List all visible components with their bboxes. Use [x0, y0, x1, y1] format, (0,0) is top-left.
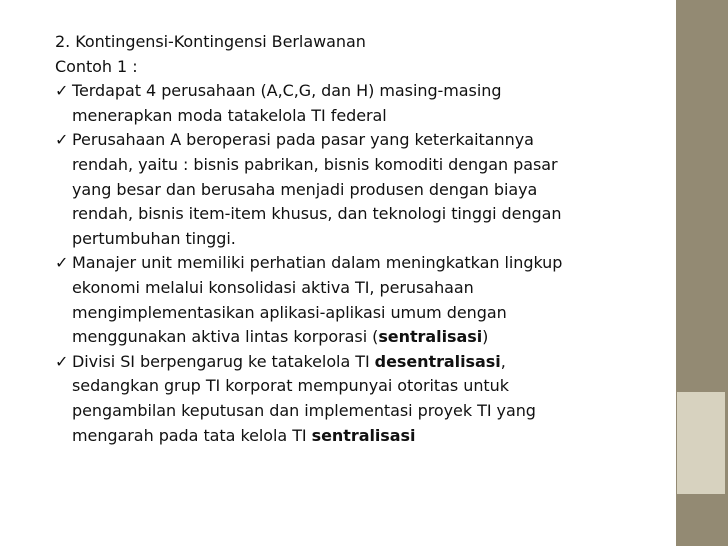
checkmark-icon: ✓ [55, 130, 69, 150]
emphasis-term: sentralisasi [311, 425, 416, 445]
item-text-segment: Divisi SI berpengarug ke tatakelola TI [72, 351, 375, 371]
list-item [55, 128, 665, 251]
item-text-line [72, 424, 665, 449]
item-text-line: Manajer unit memiliki perhatian dalam meningkatkan lingkup [72, 253, 563, 273]
checkmark-icon: ✓ [55, 81, 69, 101]
emphasis-term: sentralisasi [378, 327, 483, 347]
item-text-line: rendah, yaitu : bisnis pabrikan, bisnis komoditi dengan pasar [72, 154, 558, 174]
item-text-line: rendah, bisnis item-item khusus, dan teknologi tinggi dengan [72, 204, 562, 224]
checkmark-icon: ✓ [55, 253, 69, 273]
item-text-line: Perusahaan A beroperasi pada pasar yang keterkaitannya [72, 130, 534, 150]
item-text-line: mengimplementasikan aplikasi-aplikasi umum dengan [72, 302, 507, 322]
emphasis-term: desentralisasi [374, 351, 501, 371]
section-heading: 2. Kontingensi-Kontingensi Berlawanan [55, 32, 366, 51]
item-text-segment: mengarah pada tata kelola TI [72, 425, 312, 445]
slide-content [55, 30, 665, 448]
item-text-line: yang besar dan berusaha menjadi produsen dengan biaya [72, 179, 538, 199]
item-text-line: ekonomi melalui konsolidasi aktiva TI, perusahaan [72, 277, 474, 297]
item-text-segment: menggunakan aktiva lintas korporasi ( [72, 327, 379, 347]
item-text-line: pertumbuhan tinggi. [72, 228, 236, 248]
decorative-sidebar [676, 0, 728, 546]
item-text-segment: , [500, 351, 506, 371]
sidebar-accent-block [677, 392, 725, 494]
item-text-line: sedangkan grup TI korporat mempunyai otoritas untuk [72, 376, 509, 396]
item-text-line [72, 350, 665, 375]
item-text-line: Terdapat 4 perusahaan (A,C,G, dan H) masing-masing [72, 81, 502, 101]
checkmark-icon: ✓ [55, 351, 69, 371]
list-item [55, 350, 665, 448]
item-text-segment: ) [482, 327, 489, 347]
checklist [55, 79, 665, 448]
item-text-line: pengambilan keputusan dan implementasi proyek TI yang [72, 400, 536, 420]
item-text-line [72, 325, 665, 350]
item-text-line: menerapkan moda tatakelola TI federal [72, 105, 387, 125]
list-item [55, 79, 665, 128]
list-item [55, 251, 665, 349]
example-label: Contoh 1 : [55, 56, 138, 76]
